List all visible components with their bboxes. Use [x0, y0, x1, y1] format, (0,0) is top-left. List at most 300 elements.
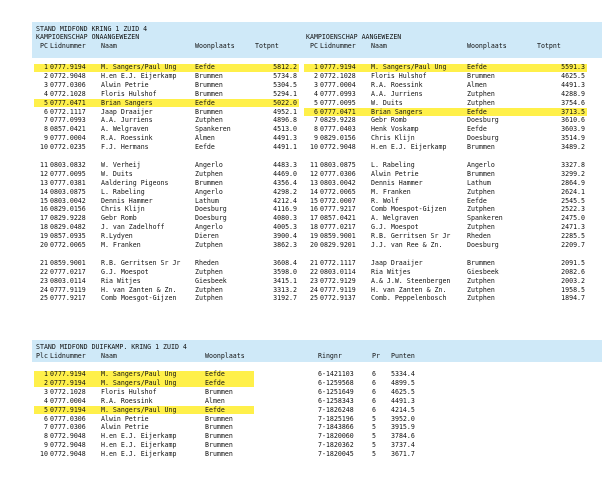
bottom-row-woonplaats: Brummen: [205, 414, 233, 423]
right-row-woonplaats: Doesburg: [467, 241, 499, 249]
left-row-naam: Jaap Draaijer: [101, 107, 153, 116]
right-row-woonplaats: Zutphen: [467, 294, 495, 303]
right-row-place: 3: [314, 80, 318, 89]
right-row-naam: H. van Zanten & Zn.: [371, 285, 447, 294]
right-row-naam: R.B. Gerritsen Sr Jr: [371, 232, 451, 241]
bottom-row-ringnr: 7-1825196: [318, 414, 354, 423]
right-row-lidnummer: 0777.9194: [320, 63, 356, 71]
right-row-woonplaats: Zutphen: [467, 98, 495, 107]
left-row-totpnt: 3415.1: [273, 276, 297, 285]
left-row-woonplaats: Eefde: [195, 143, 215, 152]
right-row-lidnummer: 0777.0004: [320, 80, 356, 89]
left-row-place: 23: [40, 276, 48, 285]
left-row-naam: Ria Witjes: [101, 276, 141, 285]
bottom-row-ringnr: 6-1251649: [318, 387, 354, 396]
right-row-place: 17: [310, 214, 318, 223]
bottom-row-lidnummer: 0777.0306: [50, 414, 86, 423]
bottom-row-lidnummer: 0777.9194: [50, 370, 86, 378]
right-row-totpnt: 2091.5: [561, 258, 585, 267]
right-row-lidnummer: 0829.9228: [320, 116, 356, 125]
left-row-woonplaats: Zutphen: [195, 116, 223, 125]
bottom-row-place: 7: [44, 423, 48, 432]
left-row-place: 15: [40, 196, 48, 205]
left-row-lidnummer: 0777.9119: [50, 285, 86, 294]
right-row-naam: M. Sangers/Paul Ung: [371, 63, 447, 71]
right-row-woonplaats: Eefde: [467, 107, 487, 116]
right-row-woonplaats: Spankeren: [467, 214, 503, 223]
left-row-place: 22: [40, 267, 48, 276]
bottom-row-punten: 3915.9: [391, 423, 415, 432]
bottom-hdr-plc: Plc: [36, 352, 48, 360]
left-row-totpnt: 3862.3: [273, 241, 297, 249]
left-row-place: 14: [40, 187, 48, 196]
right-row-naam: A.A. Jurriens: [371, 89, 423, 98]
bottom-row-punten: 3737.4: [391, 441, 415, 450]
left-row-totpnt: 4080.3: [273, 214, 297, 223]
left-row-naam: H. van Zanten & Zn.: [101, 285, 177, 294]
right-row-naam: Gebr Romb: [371, 116, 407, 125]
left-row-totpnt: 3900.4: [273, 232, 297, 241]
left-row-totpnt: 5022.0: [273, 98, 297, 107]
left-row-woonplaats: Eefde: [195, 63, 215, 71]
bottom-row-woonplaats: Brummen: [205, 423, 233, 432]
left-row-naam: Comb Moesgot-Gijzen: [101, 294, 177, 303]
right-row-totpnt: 2285.5: [561, 232, 585, 241]
left-row-place: 12: [40, 169, 48, 178]
left-row-place: 3: [44, 80, 48, 89]
right-row-naam: W. Duits: [371, 98, 403, 107]
left-row-naam: Floris Hulshof: [101, 89, 157, 98]
left-row-naam: R.Lydyen: [101, 232, 133, 241]
bottom-row-pr: 5: [372, 450, 376, 459]
left-row-woonplaats: Zutphen: [195, 285, 223, 294]
bottom-row-pr: 5: [372, 432, 376, 441]
left-row-lidnummer: 0777.0095: [50, 169, 86, 178]
left-row-totpnt: 5294.1: [273, 89, 297, 98]
left-row-naam: R.B. Gerritsen Sr Jr: [101, 258, 181, 267]
right-row-woonplaats: Lathum: [467, 178, 491, 187]
right-row-totpnt: 3299.2: [561, 169, 585, 178]
bottom-row-naam: M. Sangers/Paul Ung: [101, 370, 177, 378]
right-row-lidnummer: 0772.9048: [320, 143, 356, 152]
left-row-lidnummer: 0777.9194: [50, 63, 86, 71]
right-row-lidnummer: 0829.0156: [320, 134, 356, 143]
right-row-naam: Comb. Peppelenbosch: [371, 294, 447, 303]
bottom-row-ringnr: 7-1820045: [318, 450, 354, 459]
right-row-place: 5: [314, 98, 318, 107]
right-row-place: 2: [314, 71, 318, 80]
right-row-lidnummer: 0859.9001: [320, 232, 356, 241]
bottom-row-place: 1: [44, 370, 48, 378]
left-row-woonplaats: Angerlo: [195, 223, 223, 232]
bottom-row-woonplaats: Brummen: [205, 441, 233, 450]
left-row-totpnt: 4356.4: [273, 178, 297, 187]
right-row-totpnt: 3514.9: [561, 134, 585, 143]
left-row-place: 24: [40, 285, 48, 294]
left-row-naam: Alwin Petrie: [101, 80, 149, 89]
bottom-row-lidnummer: 0777.9194: [50, 405, 86, 414]
left-row-totpnt: 3192.7: [273, 294, 297, 303]
right-row-lidnummer: 0777.0217: [320, 223, 356, 232]
left-row-naam: Chris Klijn: [101, 205, 145, 214]
bottom-row-naam: Alwin Petrie: [101, 414, 149, 423]
right-row-woonplaats: Angerlo: [467, 160, 495, 169]
right-row-place: 1: [314, 63, 318, 71]
bottom-title: STAND MIDFOND DUIFKAMP. KRING 1 ZUID 4: [36, 343, 187, 351]
left-hdr-woonplaats: Woonplaats: [195, 42, 235, 50]
left-row-naam: Gebr Romb: [101, 214, 137, 223]
left-row-lidnummer: 0803.0832: [50, 160, 86, 169]
right-row-place: 23: [310, 276, 318, 285]
left-row-totpnt: 4513.0: [273, 125, 297, 134]
left-row-woonplaats: Zutphen: [195, 294, 223, 303]
right-row-place: 6: [314, 107, 318, 116]
bottom-hdr-pr: Pr: [372, 352, 380, 360]
left-row-lidnummer: 0777.0004: [50, 134, 86, 143]
left-section-title: KAMPIOENSCHAP ONAANGEWEZEN: [36, 33, 140, 41]
right-row-woonplaats: Zutphen: [467, 187, 495, 196]
left-row-place: 9: [44, 134, 48, 143]
left-row-place: 17: [40, 214, 48, 223]
left-row-place: 10: [40, 143, 48, 152]
bottom-row-lidnummer: 0777.0004: [50, 396, 86, 405]
left-row-naam: R.A. Roessink: [101, 134, 153, 143]
left-row-woonplaats: Brummen: [195, 107, 223, 116]
left-row-lidnummer: 0772.1117: [50, 107, 86, 116]
left-row-naam: Aaldering Pigeons: [101, 178, 169, 187]
right-row-lidnummer: 0777.0403: [320, 125, 356, 134]
left-row-totpnt: 4298.2: [273, 187, 297, 196]
left-row-naam: F.J. Hermans: [101, 143, 149, 152]
left-hdr-lidnummer: Lidnummer: [50, 42, 86, 50]
right-row-totpnt: 1958.5: [561, 285, 585, 294]
right-row-woonplaats: Zutphen: [467, 276, 495, 285]
right-row-naam: A. Welgraven: [371, 214, 419, 223]
right-row-woonplaats: Almen: [467, 80, 487, 89]
right-row-naam: R.A. Roessink: [371, 80, 423, 89]
right-row-woonplaats: Eefde: [467, 125, 487, 134]
bottom-row-lidnummer: 0772.9048: [50, 432, 86, 441]
right-row-totpnt: 2003.2: [561, 276, 585, 285]
top-title: STAND MIDFOND KRING 1 ZUID 4: [36, 25, 148, 33]
left-row-lidnummer: 0803.0875: [50, 187, 86, 196]
left-row-lidnummer: 0772.0065: [50, 241, 86, 249]
left-row-totpnt: 4896.8: [273, 116, 297, 125]
bottom-row-pr: 5: [372, 441, 376, 450]
left-row-lidnummer: 0829.9228: [50, 214, 86, 223]
left-row-lidnummer: 0777.0993: [50, 116, 86, 125]
left-hdr-totpnt: Totpnt: [255, 42, 279, 50]
left-row-lidnummer: 0772.0235: [50, 143, 86, 152]
bottom-row-punten: 4899.5: [391, 378, 415, 387]
left-row-place: 16: [40, 205, 48, 214]
bottom-row-punten: 4625.5: [391, 387, 415, 396]
left-row-lidnummer: 0777.0306: [50, 80, 86, 89]
left-row-totpnt: 4005.3: [273, 223, 297, 232]
right-row-woonplaats: Brummen: [467, 143, 495, 152]
right-row-naam: J.J. van Ree & Zn.: [371, 241, 443, 249]
bottom-hdr-naam: Naam: [101, 352, 117, 360]
left-row-lidnummer: 0829.0156: [50, 205, 86, 214]
left-row-totpnt: 4952.1: [273, 107, 297, 116]
left-row-place: 21: [40, 258, 48, 267]
bottom-row-ringnr: 7-1843866: [318, 423, 354, 432]
left-row-woonplaats: Brummen: [195, 71, 223, 80]
right-row-totpnt: 2864.9: [561, 178, 585, 187]
left-row-lidnummer: 0859.9001: [50, 258, 86, 267]
bottom-row-naam: Floris Hulshof: [101, 387, 157, 396]
right-row-place: 8: [314, 125, 318, 134]
left-row-woonplaats: Angerlo: [195, 187, 223, 196]
right-row-naam: Alwin Petrie: [371, 169, 419, 178]
right-row-lidnummer: 0772.0065: [320, 187, 356, 196]
right-row-woonplaats: Zutphen: [467, 205, 495, 214]
bottom-row-punten: 4491.3: [391, 396, 415, 405]
right-row-place: 7: [314, 116, 318, 125]
left-row-lidnummer: 0777.0381: [50, 178, 86, 187]
left-row-woonplaats: Zutphen: [195, 169, 223, 178]
bottom-row-place: 6: [44, 414, 48, 423]
right-row-lidnummer: 0829.9201: [320, 241, 356, 249]
bottom-row-naam: R.A. Roessink: [101, 396, 153, 405]
left-row-totpnt: 4469.0: [273, 169, 297, 178]
bottom-row-pr: 5: [372, 414, 376, 423]
bottom-row-woonplaats: Eefde: [205, 378, 225, 387]
bottom-row-naam: H.en E.J. Eijerkamp: [101, 432, 177, 441]
left-row-woonplaats: Eefde: [195, 98, 215, 107]
bottom-row-place: 10: [40, 450, 48, 459]
right-row-woonplaats: Brummen: [467, 71, 495, 80]
bottom-row-punten: 3671.7: [391, 450, 415, 459]
left-row-naam: J. van Zadelhoff: [101, 223, 165, 232]
left-row-totpnt: 3608.4: [273, 258, 297, 267]
right-section-title: KAMPIOENSCHAP AANGEWEZEN: [306, 33, 402, 41]
bottom-row-woonplaats: Eefde: [205, 405, 225, 414]
right-row-place: 22: [310, 267, 318, 276]
right-hdr-lidnummer: Lidnummer: [320, 42, 356, 50]
left-row-lidnummer: 0777.0471: [50, 98, 86, 107]
left-row-naam: H.en E.J. Eijerkamp: [101, 71, 177, 80]
left-row-woonplaats: Zutphen: [195, 267, 223, 276]
left-row-place: 7: [44, 116, 48, 125]
right-row-woonplaats: Brummen: [467, 169, 495, 178]
right-row-totpnt: 2209.7: [561, 241, 585, 249]
right-row-naam: Ria Witjes: [371, 267, 411, 276]
left-row-totpnt: 4491.1: [273, 143, 297, 152]
right-row-lidnummer: 0857.0421: [320, 214, 356, 223]
right-row-woonplaats: Eefde: [467, 63, 487, 71]
bottom-row-pr: 6: [372, 387, 376, 396]
right-row-naam: Chris Klijn: [371, 134, 415, 143]
bottom-row-place: 3: [44, 387, 48, 396]
right-hdr-naam: Naam: [371, 42, 387, 50]
bottom-hdr-woonplaats: Woonplaats: [205, 352, 245, 360]
left-row-woonplaats: Brummen: [195, 178, 223, 187]
left-row-lidnummer: 0829.0482: [50, 223, 86, 232]
right-row-totpnt: 1894.7: [561, 294, 585, 303]
left-row-woonplaats: Brummen: [195, 89, 223, 98]
right-row-totpnt: 4491.3: [561, 80, 585, 89]
right-row-naam: H.en E.J. Eijerkamp: [371, 143, 447, 152]
right-row-woonplaats: Brummen: [467, 258, 495, 267]
right-row-woonplaats: Eefde: [467, 196, 487, 205]
bottom-row-pr: 6: [372, 378, 376, 387]
bottom-row-woonplaats: Brummen: [205, 387, 233, 396]
right-row-place: 19: [310, 232, 318, 241]
bottom-row-place: 4: [44, 396, 48, 405]
right-row-woonplaats: Rheden: [467, 232, 491, 241]
left-row-place: 1: [44, 63, 48, 71]
right-row-totpnt: 3713.5: [561, 107, 585, 116]
bottom-row-naam: H.en E.J. Eijerkamp: [101, 441, 177, 450]
bottom-row-pr: 6: [372, 396, 376, 405]
bottom-row-woonplaats: Brummen: [205, 450, 233, 459]
right-row-place: 25: [310, 294, 318, 303]
left-row-woonplaats: Spankeren: [195, 125, 231, 134]
right-row-lidnummer: 0777.0993: [320, 89, 356, 98]
right-row-woonplaats: Zutphen: [467, 89, 495, 98]
bottom-row-lidnummer: 0772.1028: [50, 387, 86, 396]
left-row-naam: Dennis Hammer: [101, 196, 153, 205]
right-row-naam: Dennis Hammer: [371, 178, 423, 187]
bottom-row-ringnr: 6-1259568: [318, 378, 354, 387]
bottom-row-woonplaats: Brummen: [205, 432, 233, 441]
right-row-place: 15: [310, 196, 318, 205]
left-row-woonplaats: Zutphen: [195, 241, 223, 249]
right-row-totpnt: 3754.6: [561, 98, 585, 107]
left-row-place: 6: [44, 107, 48, 116]
right-row-totpnt: 4288.9: [561, 89, 585, 98]
left-row-lidnummer: 0777.9217: [50, 294, 86, 303]
right-row-place: 9: [314, 134, 318, 143]
right-hdr-totpnt: Totpnt: [537, 42, 561, 50]
left-hdr-naam: Naam: [101, 42, 117, 50]
right-row-place: 16: [310, 205, 318, 214]
right-row-place: 10: [310, 143, 318, 152]
right-row-lidnummer: 0772.1028: [320, 71, 356, 80]
right-row-lidnummer: 0803.0875: [320, 160, 356, 169]
bottom-row-ringnr: 7-1820362: [318, 441, 354, 450]
right-row-naam: Comb Moespot-Gijzen: [371, 205, 447, 214]
left-row-totpnt: 3598.0: [273, 267, 297, 276]
right-row-place: 4: [314, 89, 318, 98]
bottom-row-lidnummer: 0772.9048: [50, 450, 86, 459]
right-row-totpnt: 4625.5: [561, 71, 585, 80]
bottom-row-lidnummer: 0777.0306: [50, 423, 86, 432]
left-row-lidnummer: 0772.9048: [50, 71, 86, 80]
left-row-place: 25: [40, 294, 48, 303]
left-row-totpnt: 3313.2: [273, 285, 297, 294]
right-hdr-woonplaats: Woonplaats: [467, 42, 507, 50]
right-row-lidnummer: 0772.1117: [320, 258, 356, 267]
right-row-lidnummer: 0803.0114: [320, 267, 356, 276]
right-row-naam: R. Wolf: [371, 196, 399, 205]
left-row-naam: M. Sangers/Paul Ung: [101, 63, 177, 71]
bottom-row-lidnummer: 0772.9048: [50, 441, 86, 450]
right-row-lidnummer: 0772.9137: [320, 294, 356, 303]
left-row-lidnummer: 0857.0935: [50, 232, 86, 241]
bottom-row-pr: 6: [372, 370, 376, 378]
right-row-totpnt: 3489.2: [561, 143, 585, 152]
bottom-row-punten: 3952.0: [391, 414, 415, 423]
left-row-lidnummer: 0772.1028: [50, 89, 86, 98]
right-row-lidnummer: 0777.0306: [320, 169, 356, 178]
right-row-lidnummer: 0772.0007: [320, 196, 356, 205]
right-row-totpnt: 3610.6: [561, 116, 585, 125]
right-row-naam: Brian Sangers: [371, 107, 423, 116]
left-row-woonplaats: Giesbeek: [195, 276, 227, 285]
bottom-hdr-lidnummer: Lidnummer: [50, 352, 86, 360]
right-row-lidnummer: 0772.9129: [320, 276, 356, 285]
left-row-place: 13: [40, 178, 48, 187]
bottom-row-place: 5: [44, 405, 48, 414]
left-row-place: 19: [40, 232, 48, 241]
left-row-place: 5: [44, 98, 48, 107]
right-row-woonplaats: Zutphen: [467, 285, 495, 294]
left-row-totpnt: 4212.4: [273, 196, 297, 205]
left-row-totpnt: 5734.8: [273, 71, 297, 80]
bottom-row-ringnr: 6-1421103: [318, 370, 354, 378]
right-row-lidnummer: 0777.9217: [320, 205, 356, 214]
left-row-lidnummer: 0803.0114: [50, 276, 86, 285]
right-row-place: 12: [310, 169, 318, 178]
right-row-naam: L. Rabeling: [371, 160, 415, 169]
right-row-naam: M. Franken: [371, 187, 411, 196]
left-row-place: 8: [44, 125, 48, 134]
right-row-naam: Floris Hulshof: [371, 71, 427, 80]
bottom-row-pr: 5: [372, 423, 376, 432]
left-row-place: 11: [40, 160, 48, 169]
bottom-row-punten: 5334.4: [391, 370, 415, 378]
bottom-row-naam: M. Sangers/Paul Ung: [101, 405, 177, 414]
left-row-naam: Brian Sangers: [101, 98, 153, 107]
right-row-woonplaats: Giesbeek: [467, 267, 499, 276]
right-row-place: 24: [310, 285, 318, 294]
left-row-place: 20: [40, 241, 48, 249]
right-row-totpnt: 2082.6: [561, 267, 585, 276]
right-row-naam: Jaap Draaijer: [371, 258, 423, 267]
right-row-lidnummer: 0777.9119: [320, 285, 356, 294]
left-row-naam: G.J. Moespot: [101, 267, 149, 276]
right-row-place: 21: [310, 258, 318, 267]
bottom-row-ringnr: 7-1820060: [318, 432, 354, 441]
right-row-totpnt: 2522.3: [561, 205, 585, 214]
left-row-lidnummer: 0803.0042: [50, 196, 86, 205]
bottom-row-ringnr: 6-1258343: [318, 396, 354, 405]
left-row-naam: L. Rabeling: [101, 187, 145, 196]
left-row-place: 2: [44, 71, 48, 80]
right-row-naam: Henk Voskamp: [371, 125, 419, 134]
bottom-row-woonplaats: Almen: [205, 396, 225, 405]
right-row-lidnummer: 0777.0095: [320, 98, 356, 107]
bottom-row-place: 8: [44, 432, 48, 441]
right-row-totpnt: 2545.5: [561, 196, 585, 205]
left-row-naam: A.A. Jurriens: [101, 116, 153, 125]
bottom-row-naam: M. Sangers/Paul Ung: [101, 378, 177, 387]
right-row-place: 13: [310, 178, 318, 187]
left-row-lidnummer: 0777.0217: [50, 267, 86, 276]
bottom-row-lidnummer: 0777.9194: [50, 378, 86, 387]
right-row-totpnt: 3327.8: [561, 160, 585, 169]
right-hdr-pc: PC: [310, 42, 318, 50]
bottom-hdr-punten: Punten: [391, 352, 415, 360]
left-hdr-pc: PC: [40, 42, 48, 50]
bottom-row-naam: Alwin Petrie: [101, 423, 149, 432]
left-row-naam: W. Duits: [101, 169, 133, 178]
bottom-row-place: 2: [44, 378, 48, 387]
left-row-totpnt: 5812.2: [273, 63, 297, 71]
bottom-row-naam: H.en E.J. Eijerkamp: [101, 450, 177, 459]
